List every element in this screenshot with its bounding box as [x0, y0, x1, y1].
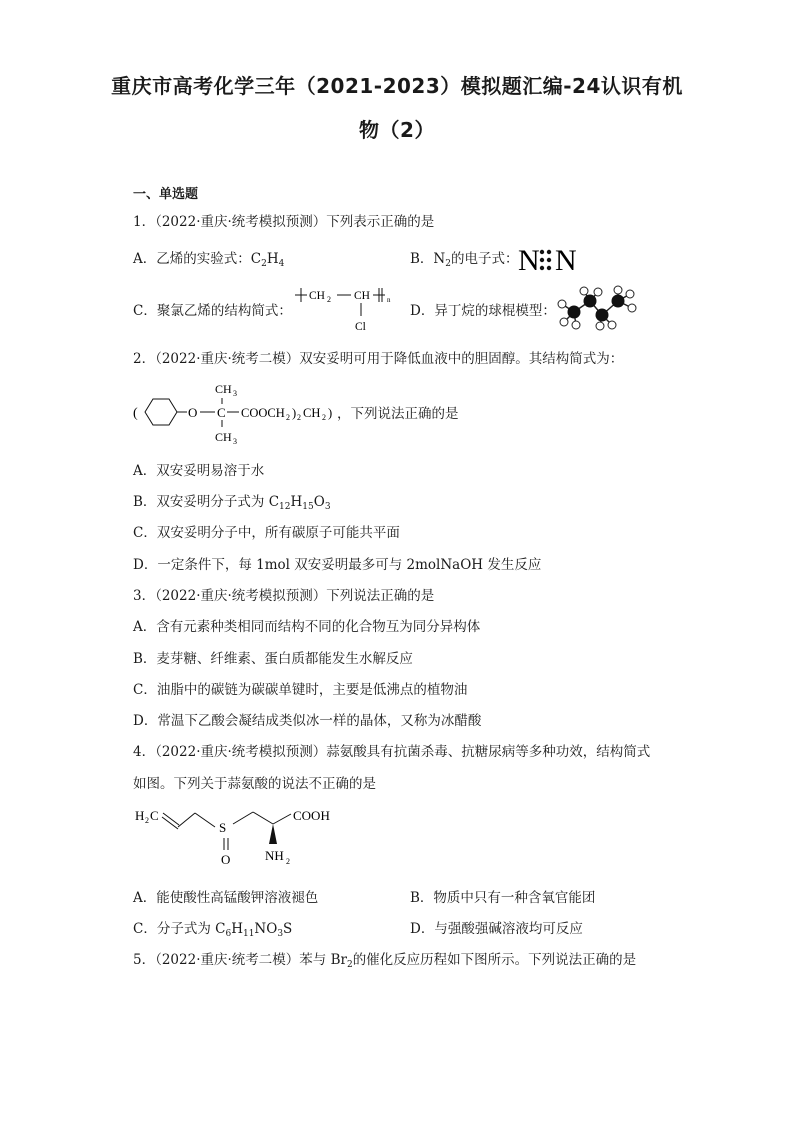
question-4-stem-line-1: 4．（2022·重庆·统考模拟预测）蒜氨酸具有抗菌杀毒、抗糖尿病等多种功效，结构简式 [133, 744, 651, 760]
svg-text:S: S [219, 820, 227, 835]
question-2-stem: 2．（2022·重庆·统考二模）双安妥明可用于降低血液中的胆固醇。其结构简式为： [133, 351, 624, 367]
section-heading: 一、单选题 [133, 187, 199, 202]
question-4-stem-line-2: 如图。下列关于蒜氨酸的说法不正确的是 [133, 776, 376, 792]
svg-text:): ) [328, 406, 333, 420]
q3-option-a: A．含有元素种类相同而结构不同的化合物互为同分异构体 [133, 619, 481, 635]
isobutane-ball-stick-model [556, 288, 638, 330]
svg-text:(: ( [133, 406, 138, 421]
document-title-line-2: 物（2） [359, 118, 435, 142]
svg-text:CH: CH [215, 430, 232, 444]
svg-text:2: 2 [145, 816, 149, 825]
q1-option-b: B．$N_2$的电子式： [410, 251, 519, 269]
q1-option-a-label: A．乙烯的实验式： [133, 251, 251, 267]
q3-option-b: B．麦芽糖、纤维素、蛋白质都能发生水解反应 [133, 651, 413, 667]
q2-option-a: A．双安妥明易溶于水 [133, 463, 265, 479]
svg-text:n: n [387, 296, 391, 304]
svg-text:Cl: Cl [355, 321, 366, 333]
alliin-structure [135, 800, 355, 872]
question-1-stem: 1．（2022·重庆·统考模拟预测）下列表示正确的是 [133, 214, 435, 230]
q2-option-b: B．双安妥明分子式为 $C_{12}H_{15}O_3$ [133, 494, 331, 512]
svg-text:NH: NH [265, 848, 284, 863]
q4-option-d: D．与强酸强碱溶液均可反应 [410, 921, 583, 937]
q2-option-c: C．双安妥明分子中，所有碳原子可能共平面 [133, 525, 400, 541]
q4-option-c: C．分子式为 $C_6H_{11}NO_3S$ [133, 921, 293, 939]
q2-option-d: D．一定条件下，每 1mol 双安妥明最多可与 2molNaOH 发生反应 [133, 557, 542, 573]
n2-atom-left: N [518, 244, 540, 277]
svg-text:O: O [221, 852, 231, 867]
svg-text:2: 2 [322, 413, 326, 422]
svg-text:): ) [292, 406, 297, 420]
svg-text:2: 2 [297, 413, 301, 422]
svg-text:C: C [217, 405, 226, 420]
svg-text:C: C [150, 808, 159, 823]
svg-text:CH: CH [309, 290, 325, 302]
n2-electron-formula [518, 240, 580, 276]
q1-option-d: D．异丁烷的球棍模型： [410, 303, 556, 319]
q4-option-a: A．能使酸性高锰酸钾溶液褪色 [133, 890, 319, 906]
q1-option-a [133, 250, 284, 273]
svg-text:H: H [135, 808, 145, 823]
svg-text:CH: CH [215, 382, 232, 396]
q3-option-c: C．油脂中的碳链为碳碳单键时，主要是低沸点的植物油 [133, 682, 468, 698]
q3-option-d: D．常温下乙酸会凝结成类似冰一样的晶体，又称为冰醋酸 [133, 713, 482, 729]
ethylene-formula: $C_2H_4$ [250, 251, 285, 269]
svg-text:CH: CH [354, 290, 370, 302]
svg-text:2: 2 [286, 413, 290, 422]
pvc-structure [293, 284, 403, 334]
q2-stem-tail: ，下列说法正确的是 [337, 406, 459, 422]
question-5-stem: 5．（2022·重庆·统考二模）苯与 $Br_2$的催化反应历程如下图所示。下列说法正确的是 [133, 952, 637, 970]
document-title-line-1: 重庆市高考化学三年（2021-2023）模拟题汇编-24认识有机 [111, 74, 683, 98]
svg-text:3: 3 [233, 437, 237, 446]
svg-text:O: O [188, 405, 198, 420]
svg-text:COOCH: COOCH [241, 406, 285, 420]
svg-text:CH: CH [303, 406, 321, 420]
svg-text:3: 3 [233, 389, 237, 398]
q1-option-c: C．聚氯乙烯的结构简式： [133, 303, 292, 319]
n2-atom-right: N [555, 244, 577, 277]
question-3-stem: 3．（2022·重庆·统考模拟预测）下列说法正确的是 [133, 588, 435, 604]
svg-text:COOH: COOH [293, 808, 330, 823]
svg-text:2: 2 [286, 857, 290, 866]
q4-option-b: B．物质中只有一种含氧官能团 [410, 890, 596, 906]
svg-text:2: 2 [327, 295, 331, 304]
